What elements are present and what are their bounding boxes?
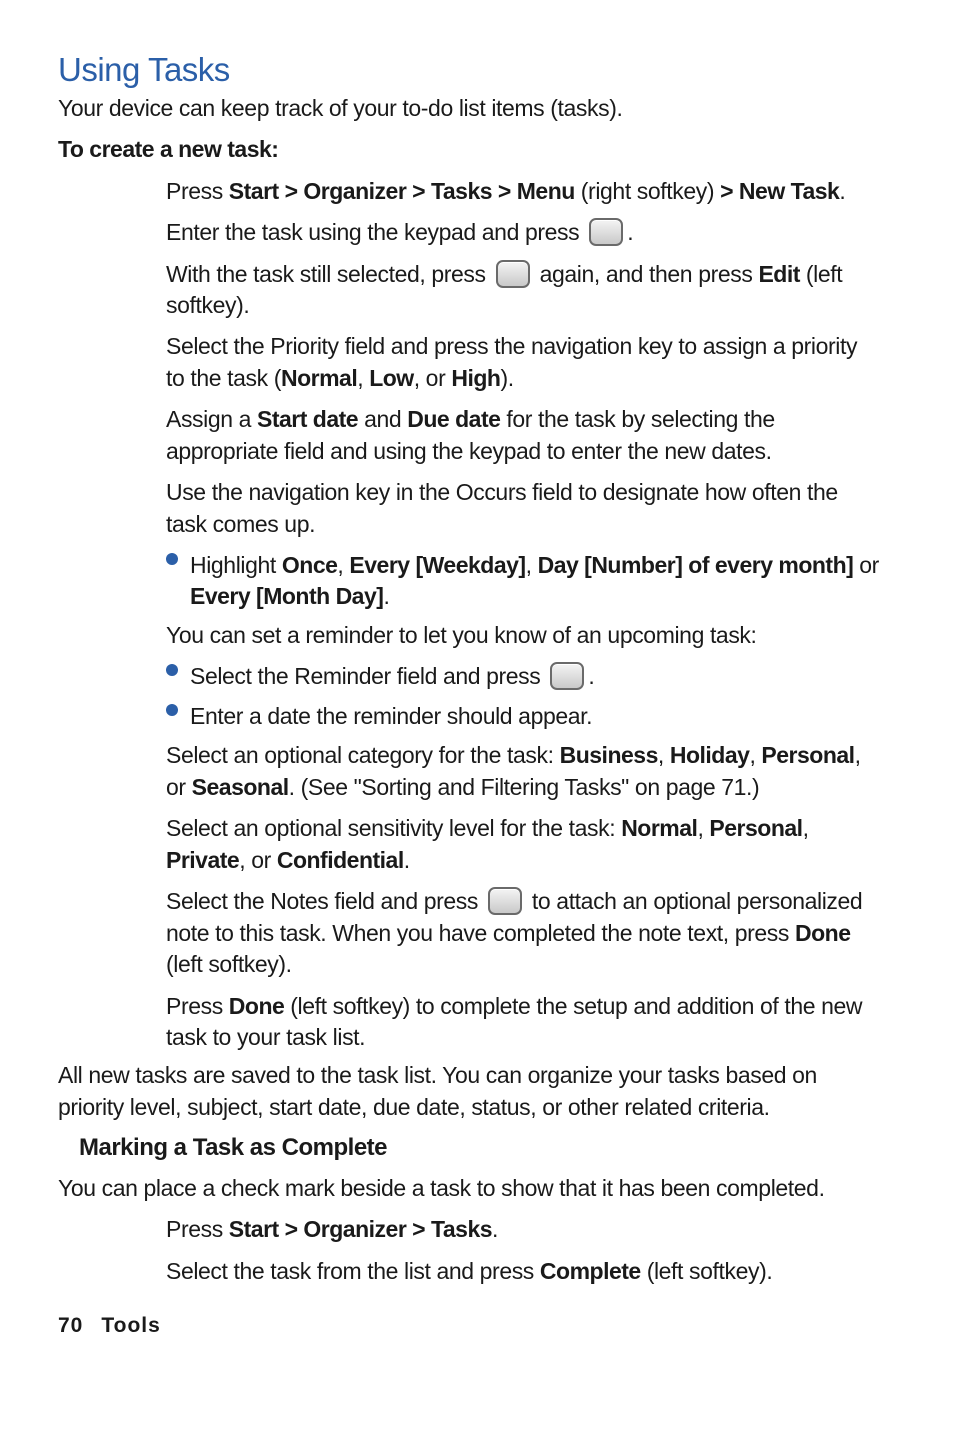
page-title: Using Tasks <box>58 51 230 88</box>
bullet-icon <box>166 664 178 676</box>
page-footer <box>58 1312 161 1340</box>
bullet-3: Enter a date the reminder should appear. <box>190 703 593 729</box>
step-8-line-2: Private, or Confidential. <box>166 847 410 873</box>
intro-text: Your device can keep track of your to-do list items (tasks). <box>58 95 623 121</box>
step-5-line-2: appropriate field and using the keypad to enter the new dates. <box>166 438 772 464</box>
step-3-line-2: softkey). <box>166 292 250 318</box>
step-4-line-2: to the task (Normal, Low, or High). <box>166 365 514 391</box>
bullet-1-line-1: Highlight Once, Every [Weekday], Day [Number] of every month] or <box>190 552 879 578</box>
step-2: Enter the task using the keypad and press . <box>166 219 634 245</box>
complete-step-1: Press Start > Organizer > Tasks. <box>166 1216 499 1242</box>
step-5-line-1: Assign a Start date and Due date for the task by selecting the <box>166 406 775 432</box>
step-1: Press Start > Organizer > Tasks > Menu (right softkey) > New Task. <box>166 178 846 204</box>
bullet-icon <box>166 704 178 716</box>
section-name: Tools <box>101 1314 161 1337</box>
ok-key-icon <box>589 218 623 246</box>
step-7-line-2: or Seasonal. (See "Sorting and Filtering Tasks" on page 71.) <box>166 774 760 800</box>
ok-key-icon <box>550 662 584 690</box>
summary-line-1: All new tasks are saved to the task list. You can organize your tasks based on <box>58 1062 817 1088</box>
summary-line-2: priority level, subject, start date, due date, status, or other related criteria. <box>58 1094 770 1120</box>
step-9-line-2: note to this task. When you have completed the note text, press Done <box>166 920 851 946</box>
page-number: 70 <box>58 1314 84 1337</box>
step-4-line-1: Select the Priority field and press the navigation key to assign a priority <box>166 333 858 359</box>
complete-task-heading: Marking a Task as Complete <box>79 1134 387 1161</box>
step-10-line-1: Press Done (left softkey) to complete the setup and addition of the new <box>166 993 863 1019</box>
complete-intro: You can place a check mark beside a task to show that it has been completed. <box>58 1175 825 1201</box>
complete-step-2: Select the task from the list and press Complete (left softkey). <box>166 1258 773 1284</box>
ok-key-icon <box>496 260 530 288</box>
ok-key-icon <box>488 887 522 915</box>
reminder-intro: You can set a reminder to let you know of an upcoming task: <box>166 622 757 648</box>
step-6-line-1: Use the navigation key in the Occurs field to designate how often the <box>166 479 838 505</box>
step-8-line-1: Select an optional sensitivity level for the task: Normal, Personal, <box>166 815 809 841</box>
create-task-heading: To create a new task: <box>58 136 279 162</box>
bullet-icon <box>166 553 178 565</box>
bullet-1-line-2: Every [Month Day]. <box>190 583 390 609</box>
step-6-line-2: task comes up. <box>166 511 316 537</box>
bullet-2: Select the Reminder field and press . <box>190 663 595 689</box>
step-9-line-3: (left softkey). <box>166 951 292 977</box>
step-9-line-1: Select the Notes field and press to attach an optional personalized <box>166 888 863 914</box>
step-10-line-2: task to your task list. <box>166 1024 366 1050</box>
step-7-line-1: Select an optional category for the task: Business, Holiday, Personal, <box>166 742 861 768</box>
step-3-line-1: With the task still selected, press again, and then press Edit (left <box>166 261 843 287</box>
